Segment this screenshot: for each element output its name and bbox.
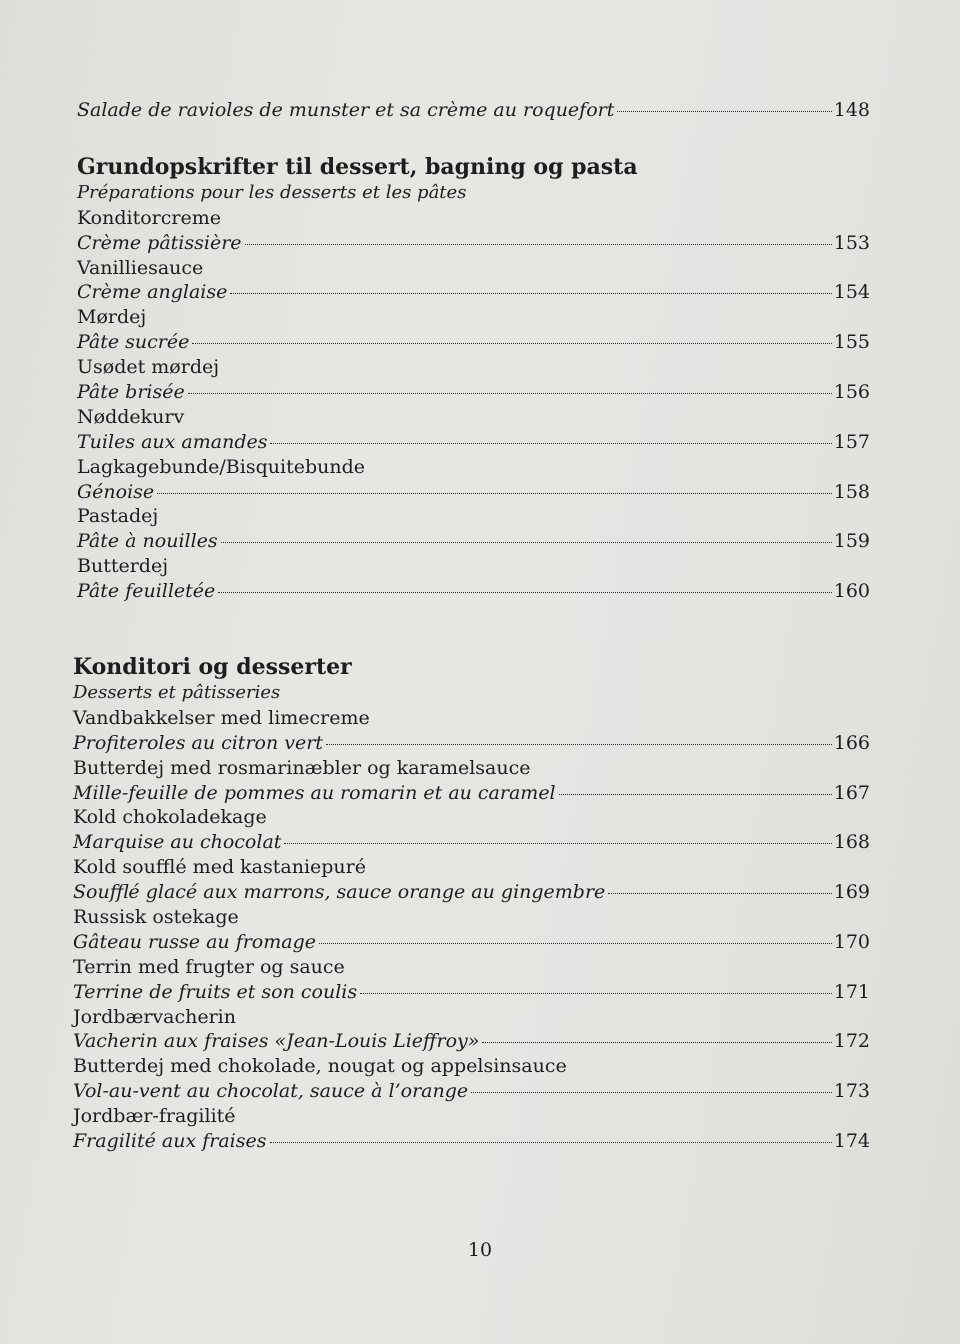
toc-entry <box>73 1054 870 1104</box>
entry-french-title: Terrine de fruits et son coulis <box>73 980 358 1003</box>
entry-french-title: Vacherin aux fraises «Jean-Louis Lieffroy» <box>73 1030 480 1053</box>
section-subtitle: Préparations pour les desserts et les pâtes <box>77 181 467 203</box>
entry-page-number: 174 <box>833 1130 870 1153</box>
entry-danish-title: Kold soufflé med kastaniepuré <box>73 856 366 879</box>
toc-entry <box>77 206 870 256</box>
dot-leader <box>471 1092 832 1093</box>
top-entry-row <box>77 98 870 123</box>
entry-danish-title: Vandbakkelser med limecreme <box>73 706 370 729</box>
entry-danish-title: Vanilliesauce <box>77 256 204 279</box>
entry-danish-title: Usødet mørdej <box>77 356 220 379</box>
entry-danish-title: Jordbærvacherin <box>73 1005 236 1028</box>
toc-entry <box>73 955 870 1005</box>
entry-danish-title: Lagkagebunde/Bisquitebunde <box>77 455 365 478</box>
entry-french-title: Gâteau russe au fromage <box>73 930 317 953</box>
toc-entry <box>77 554 870 604</box>
dot-leader <box>326 744 832 745</box>
dot-leader <box>284 843 831 844</box>
entry-danish-title: Pastadej <box>77 505 159 528</box>
toc-entry <box>73 1104 870 1154</box>
entry-danish-title: Butterdej <box>77 555 169 578</box>
entry-french-title: Génoise <box>77 480 155 503</box>
dot-leader <box>188 393 832 394</box>
entry-page-number: 148 <box>833 99 870 121</box>
entry-page-number: 155 <box>833 331 870 354</box>
entry-french-title: Profiteroles au citron vert <box>73 731 323 754</box>
dot-leader <box>245 244 832 245</box>
entry-danish-title: Terrin med frugter og sauce <box>73 955 345 978</box>
dot-leader <box>482 1042 831 1043</box>
contents-section-1 <box>77 98 870 604</box>
entry-french-title: Crème anglaise <box>77 281 228 304</box>
dot-leader <box>218 592 831 593</box>
entry-french-title: Tuiles aux amandes <box>77 430 268 453</box>
entry-page-number: 154 <box>833 281 870 304</box>
entry-danish-title: Butterdej med chokolade, nougat og appelsinsauce <box>73 1055 567 1078</box>
page-footer-number: 10 <box>467 1239 493 1261</box>
entry-french-title: Vol-au-vent au chocolat, sauce à l’orange <box>73 1080 469 1103</box>
entry-danish-title: Russisk ostekage <box>73 906 239 929</box>
entry-page-number: 173 <box>833 1080 870 1103</box>
dot-leader <box>608 893 831 894</box>
entry-french-title: Pâte à nouilles <box>77 530 218 553</box>
entry-french-title: Fragilité aux fraises <box>73 1130 267 1153</box>
dot-leader <box>319 943 832 944</box>
entry-french-title: Pâte sucrée <box>77 331 190 354</box>
entry-page-number: 171 <box>833 980 870 1003</box>
entry-page-number: 168 <box>833 831 870 854</box>
toc-entry <box>77 455 870 505</box>
entry-page-number: 158 <box>833 480 870 503</box>
toc-entry <box>73 706 870 756</box>
dot-leader <box>270 443 831 444</box>
entry-french-title: Crème pâtissière <box>77 231 242 254</box>
entry-danish-title: Butterdej med rosmarinæbler og karamelsauce <box>73 756 531 779</box>
entry-french-title: Pâte brisée <box>77 381 185 404</box>
toc-entry <box>73 756 870 806</box>
section-gap <box>77 123 870 153</box>
section-subtitle: Desserts et pâtisseries <box>73 682 281 703</box>
toc-entry <box>73 905 870 955</box>
entry-page-number: 172 <box>833 1030 870 1053</box>
entry-danish-title: Konditorcreme <box>77 206 221 229</box>
toc-entry <box>77 355 870 405</box>
entry-danish-title: Jordbær-fragilité <box>73 1105 236 1128</box>
dot-leader <box>270 1142 832 1143</box>
entry-page-number: 167 <box>833 781 870 804</box>
dot-leader <box>559 794 832 795</box>
dot-leader <box>157 493 832 494</box>
toc-entry <box>73 1005 870 1055</box>
dot-leader <box>617 111 831 112</box>
toc-entry <box>77 305 870 355</box>
entry-page-number: 160 <box>833 580 870 603</box>
toc-entry <box>73 805 870 855</box>
entry-danish-title: Nøddekurv <box>77 405 185 428</box>
entry-page-number: 159 <box>833 530 870 553</box>
entry-danish-title: Mørdej <box>77 306 147 329</box>
entry-french-title: Mille-feuille de pommes au romarin et au caramel <box>73 781 556 804</box>
entry-page-number: 170 <box>833 930 870 953</box>
entry-french-title: Marquise au chocolat <box>73 831 282 854</box>
contents-section-2 <box>73 653 870 1154</box>
toc-entry <box>77 256 870 306</box>
entry-page-number: 157 <box>833 430 870 453</box>
entry-page-number: 166 <box>833 731 870 754</box>
entry-page-number: 153 <box>833 231 870 254</box>
entry-danish-title: Kold chokoladekage <box>73 806 267 829</box>
entry-french-title: Pâte feuilletée <box>77 580 216 603</box>
section-title: Konditori og desserter <box>73 654 352 680</box>
dot-leader <box>360 993 832 994</box>
dot-leader <box>221 542 832 543</box>
toc-entry <box>77 504 870 554</box>
toc-entry <box>73 855 870 905</box>
dot-leader <box>192 343 831 344</box>
section-title: Grundopskrifter til dessert, bagning og pasta <box>77 153 638 180</box>
entry-french-title: Salade de ravioles de munster et sa crème au roquefort <box>77 99 615 121</box>
dot-leader <box>230 293 831 294</box>
toc-entry <box>77 405 870 455</box>
entry-french-title: Soufflé glacé aux marrons, sauce orange au gingembre <box>73 881 606 904</box>
entry-page-number: 156 <box>833 381 870 404</box>
entry-page-number: 169 <box>833 881 870 904</box>
